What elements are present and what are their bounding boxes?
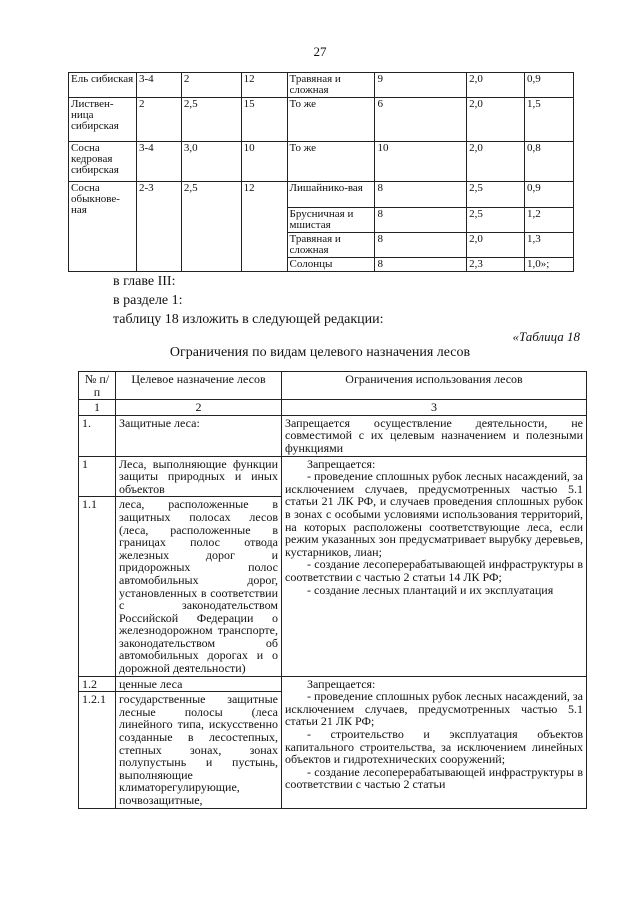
restriction-cell: Запрещается: - проведение сплошных рубок лесных насаждений, за исключением случаев, предусмотренных частью 5.1 статьи 21 ЛК РФ; - строительство и эксплуатация объектов капитального строительства, за исключением линейных объектов и гидротехнических сооружений; - создание лесоперерабатывающей инфраструктуры в соответствии с частью 2 статьи	[282, 676, 587, 808]
table-row: Листвен-ница сибирская 2 2,5 15 То же 6 2,0 1,5	[69, 98, 574, 142]
species-table	[68, 72, 574, 272]
list-item: - создание лесных плантаций и их эксплуатация	[307, 582, 554, 597]
list-item: - создание лесоперерабатывающей инфраструктуры в соответствии с частью 2 статьи	[285, 764, 583, 792]
list-item: - проведение сплошных рубок лесных насаждений, за исключением случаев, предусмотренных частью 5.1 статьи 21 ЛК РФ, и случаев проведения сплошных рубок в зонах с особыми условиями использования территорий, на которых расположены соответствующие леса, если режим указанных зон предусматривает вырубку деревьев, кустарников, лиан;	[285, 469, 583, 559]
chapter-line: в главе III:	[113, 274, 176, 289]
table-row: 1 Леса, выполняющие функции защиты природных и иных объектов Запрещается: - проведение сплошных рубок лесных насаждений, за исключением случаев, предусмотренных частью 5.1 статьи 21 ЛК РФ, и случаев проведения сплошных рубок в зонах с особыми условиями использования территорий, на которых расположены соответствующие леса, если режим указанных зон предусматривает вырубку деревьев, кустарников, лиан; - создание лесоперерабатывающей инфраструктуры в соответствии с частью 2 статьи 14 ЛК РФ; - создание лесных плантаций и их эксплуатация	[79, 456, 587, 497]
header-purpose: Целевое назначение лесов	[116, 372, 282, 400]
species-cell: Сосна кедровая сибирская	[69, 142, 137, 182]
header-restriction: Ограничения использования лесов	[282, 372, 587, 400]
table-row: Сосна обыкнове-ная 2-3 2,5 12 Лишайнико-вая 8 2,5 0,9	[69, 182, 574, 208]
table-row: Ель сибиская 3-4 2 12 Травяная и сложная 9 2,0 0,9	[69, 73, 574, 98]
list-item: - проведение сплошных рубок лесных насаждений, за исключением случаев, предусмотренных частью 5.1 статьи 21 ЛК РФ;	[285, 689, 583, 729]
table-label: «Таблица 18	[512, 329, 580, 344]
table-row: 1.2.1 государственные защитные лесные полосы (леса линейного типа, искусственно созданные в лесостепных, степных зонах, зонах полупустынь и пустынь, выполняющие климаторегулирующие, почвозащитные,	[79, 692, 587, 808]
species-cell: Листвен-ница сибирская	[69, 98, 137, 142]
table-row: Солонцы 8 2,3 1,0»;	[69, 258, 574, 272]
restrictions-table	[78, 371, 587, 809]
colnum-row: 1 2 3	[79, 400, 587, 416]
table-row: Сосна кедровая сибирская 3-4 3,0 10 То же 10 2,0 0,8	[69, 142, 574, 182]
section-line: в разделе 1:	[113, 293, 183, 308]
list-item: - создание лесоперерабатывающей инфраструктуры в соответствии с частью 2 статьи 14 ЛК РФ;	[285, 557, 583, 584]
header-row	[79, 372, 587, 400]
list-item: - строительство и эксплуатация объектов капитального строительства, за исключением линейных объектов и гидротехнических сооружений;	[285, 727, 583, 767]
table-row: Травяная и сложная 8 2,0 1,3	[69, 233, 574, 258]
header-num: № п/п	[79, 372, 116, 400]
table-row: 1. Защитные леса: Запрещается осуществление деятельности, не совместимой с их целевым назначением и полезными функциями	[79, 415, 587, 456]
page-number: 27	[313, 44, 327, 59]
table-row: 1.2 ценные леса Запрещается: - проведение сплошных рубок лесных насаждений, за исключением случаев, предусмотренных частью 5.1 статьи 21 ЛК РФ; - строительство и эксплуатация объектов капитального строительства, за исключением линейных объектов и гидротехнических сооружений; - создание лесоперерабатывающей инфраструктуры в соответствии с частью 2 статьи	[79, 676, 587, 692]
restriction-cell: Запрещается: - проведение сплошных рубок лесных насаждений, за исключением случаев, предусмотренных частью 5.1 статьи 21 ЛК РФ, и случаев проведения сплошных рубок в зонах с особыми условиями использования территорий, на которых расположены соответствующие леса, если режим указанных зон предусматривает вырубку деревьев, кустарников, лиан; - создание лесоперерабатывающей инфраструктуры в соответствии с частью 2 статьи 14 ЛК РФ; - создание лесных плантаций и их эксплуатация	[282, 456, 587, 676]
species-cell: Сосна обыкнове-ная	[69, 182, 137, 272]
species-cell: Ель сибиская	[69, 73, 137, 98]
table-heading: Ограничения по видам целевого назначения лесов	[169, 345, 471, 360]
table-row: 1.1 леса, расположенные в защитных полосах лесов (леса, расположенные в границах полос отвода железных дорог и придорожных полос автомобильных дорог, установленных в соответствии с законодательством Российской Федерации о железнодорожном транспорте, законодательством об автомобильных дорогах и о дорожной деятельности)	[79, 497, 587, 676]
instruction-line: таблицу 18 изложить в следующей редакции:	[113, 312, 384, 327]
table-row: Брусничная и мшистая 8 2,5 1,2	[69, 208, 574, 233]
